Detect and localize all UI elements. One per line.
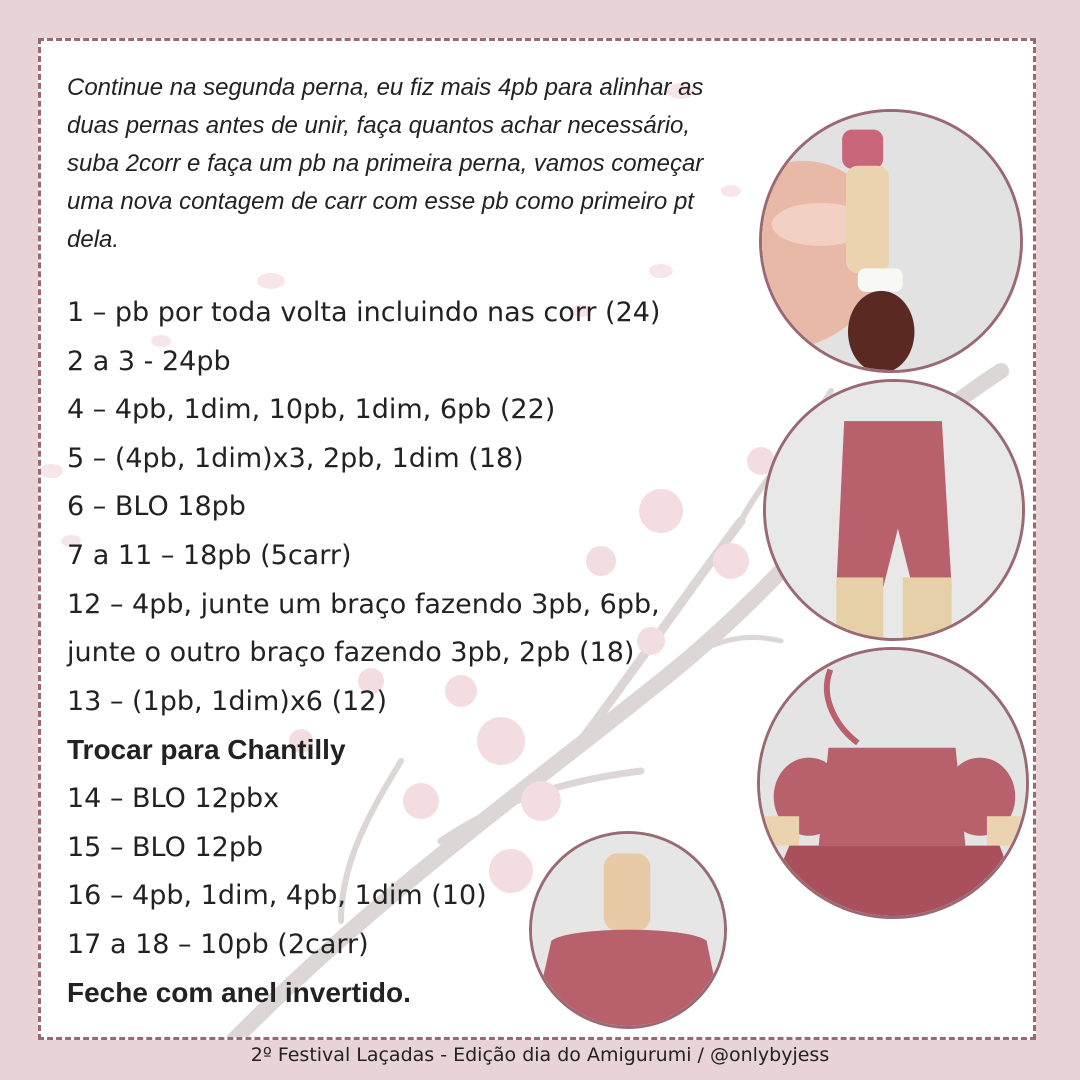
instruction-step: 2 a 3 - 24pb [67,345,231,377]
body-with-arms-photo [757,647,1029,919]
instruction-step: 12 – 4pb, junte um braço fazendo 3pb, 6pb, [67,588,660,620]
instruction-step: junte o outro braço fazendo 3pb, 2pb (18) [67,637,635,669]
instruction-step: 16 – 4pb, 1dim, 4pb, 1dim (10) [67,880,487,912]
footer-caption: 2º Festival Laçadas - Edição dia do Amigurumi / @onlybyjess [250,1044,830,1066]
intro-paragraph: Continue na segunda perna, eu fiz mais 4pb para alinhar as duas pernas antes de unir, faça quantos achar necessário, suba 2corr e faça um pb na primeira perna, vamos começar uma nova contagem de carr com esse pb como primeiro pt dela. [67,74,704,253]
instruction-step: 4 – 4pb, 1dim, 10pb, 1dim, 6pb (22) [67,394,556,426]
instruction-step: 14 – BLO 12pbx [67,782,280,814]
instruction-step: 15 – BLO 12pb [67,831,264,863]
instruction-note: Trocar para Chantilly [67,734,346,766]
legs-joined-photo [763,379,1025,641]
instruction-step: 1 – pb por toda volta incluindo nas corr (24) [67,297,661,328]
instruction-step: 17 a 18 – 10pb (2carr) [67,928,369,960]
instruction-step: 13 – (1pb, 1dim)x6 (12) [67,685,387,717]
leg-photo [759,109,1023,373]
neck-photo [529,831,727,1029]
instruction-step: 5 – (4pb, 1dim)x3, 2pb, 1dim (18) [67,442,524,474]
instruction-note: Feche com anel invertido. [67,977,411,1009]
instruction-step: 6 – BLO 18pb [67,491,246,523]
recipe-card [38,38,1036,1040]
instruction-step: 7 a 11 – 18pb (5carr) [67,539,352,571]
